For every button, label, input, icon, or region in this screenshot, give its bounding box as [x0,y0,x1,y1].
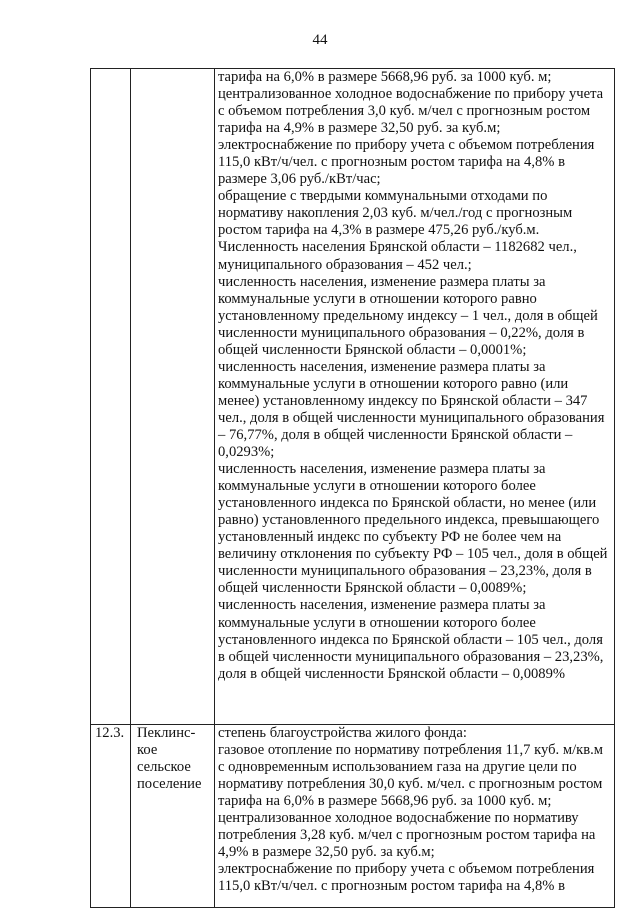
description-line: степень благоустройства жилого фонда: [218,725,467,741]
settlement-name-line: кое [137,742,158,759]
description-line: коммунальные услуги в отношении которого равно [218,290,537,307]
settlement-name-line: поселение [137,776,202,793]
description-line: потребления 3,28 куб. м/чел с прогнозным ростом тарифа на [218,827,596,844]
description-line: численность населения, изменение размера платы за [218,358,546,375]
settlement-name-cell [131,69,215,725]
description-line: общей численности Брянской области – 0,0001%; [218,341,527,358]
description-line: Численность населения Брянской области – 1182682 чел., [218,239,577,256]
description-line: с одновременным использованием газа на другие цели по [218,759,577,776]
description-line: равно) установленного предельного индекса, превышающего [218,512,600,529]
description-line: тарифа на 4,9% в размере 32,50 руб. за куб.м; [218,120,501,137]
description-line: чел., доля в общей численности муниципального образования [218,409,605,426]
description-line: установленного индекса по Брянской области, но менее (или [218,495,597,512]
table-row [91,725,615,908]
description-line: – 76,77%, доля в общей численности Брянской области – [218,426,573,443]
description-line: численность населения, изменение размера платы за [218,273,546,290]
document-table [90,68,615,908]
description-line: величину отклонения по субъекту РФ – 105 чел., доля в общей [218,546,608,563]
row-number-cell [91,69,131,725]
description-line: коммунальные услуги в отношении которого более [218,478,536,495]
description-line: централизованное холодное водоснабжение по нормативу [218,810,579,827]
description-line: размере 3,06 руб./кВт/час; [218,171,381,188]
description-line: электроснабжение по прибору учета с объемом потребления [218,137,595,154]
description-line: установленному предельному индексу – 1 чел., доля в общей [218,307,598,324]
description-line: численность населения, изменение размера платы за [218,461,546,478]
page-number: 44 [312,32,328,48]
description-cell [215,69,615,725]
description-line: централизованное холодное водоснабжение по прибору учета [218,86,604,103]
description-line: 115,0 кВт/ч/чел. с прогнозным ростом тарифа на 4,8% в [218,154,565,171]
description-line: нормативу потребления 30,0 куб. м/чел. с прогнозным ростом [218,776,603,793]
description-line: нормативу накопления 2,03 куб. м/чел./год с прогнозным [218,205,573,222]
description-line: в общей численности муниципального образования – 23,23%, [218,648,604,665]
description-line: газовое отопление по нормативу потребления 11,7 куб. м/кв.м [218,742,603,759]
description-line: с объемом потребления 3,0 куб. м/чел с прогнозным ростом [218,103,591,120]
description-line: установленный индекс по субъекту РФ не более чем на [218,529,562,546]
description-line: коммунальные услуги в отношении которого равно (или [218,375,569,392]
description-line: муниципального образования – 452 чел.; [218,256,472,273]
table-row [91,69,615,725]
description-line: тарифа на 6,0% в размере 5668,96 руб. за 1000 куб. м; [218,69,552,85]
description-line: 115,0 кВт/ч/чел. с прогнозным ростом тарифа на 4,8% в [218,878,565,895]
description-line: обращение с твердыми коммунальными отходами по [218,188,548,205]
description-line: установленного индекса по Брянской области – 105 чел., доля [218,631,603,648]
settlement-name-line: сельское [137,759,191,776]
description-cell [215,725,615,908]
description-line: менее) установленному индексу по Брянской области – 347 [218,392,588,409]
description-line: численность населения, изменение размера платы за [218,597,546,614]
description-line: электроснабжение по прибору учета с объемом потребления [218,861,595,878]
description-line: тарифа на 6,0% в размере 5668,96 руб. за 1000 куб. м; [218,793,552,810]
description-line: общей численности Брянской области – 0,0089%; [218,580,527,597]
description-line: 0,0293%; [218,444,275,461]
settlement-name-line: Пеклинс- [137,725,196,741]
table-body [91,69,615,908]
settlement-name-cell [131,725,215,908]
description-line: численности муниципального образования – 0,22%, доля в [218,324,585,341]
description-line: доля в общей численности Брянской области – 0,0089% [218,665,566,682]
description-line: ростом тарифа на 4,3% в размере 475,26 руб./куб.м. [218,222,540,239]
description-line: численности муниципального образования – 23,23%, доля в [218,563,592,580]
description-line: 4,9% в размере 32,50 руб. за куб.м; [218,844,435,861]
description-line: коммунальные услуги в отношении которого более [218,614,536,631]
row-number-cell: 12.3. [91,725,131,908]
